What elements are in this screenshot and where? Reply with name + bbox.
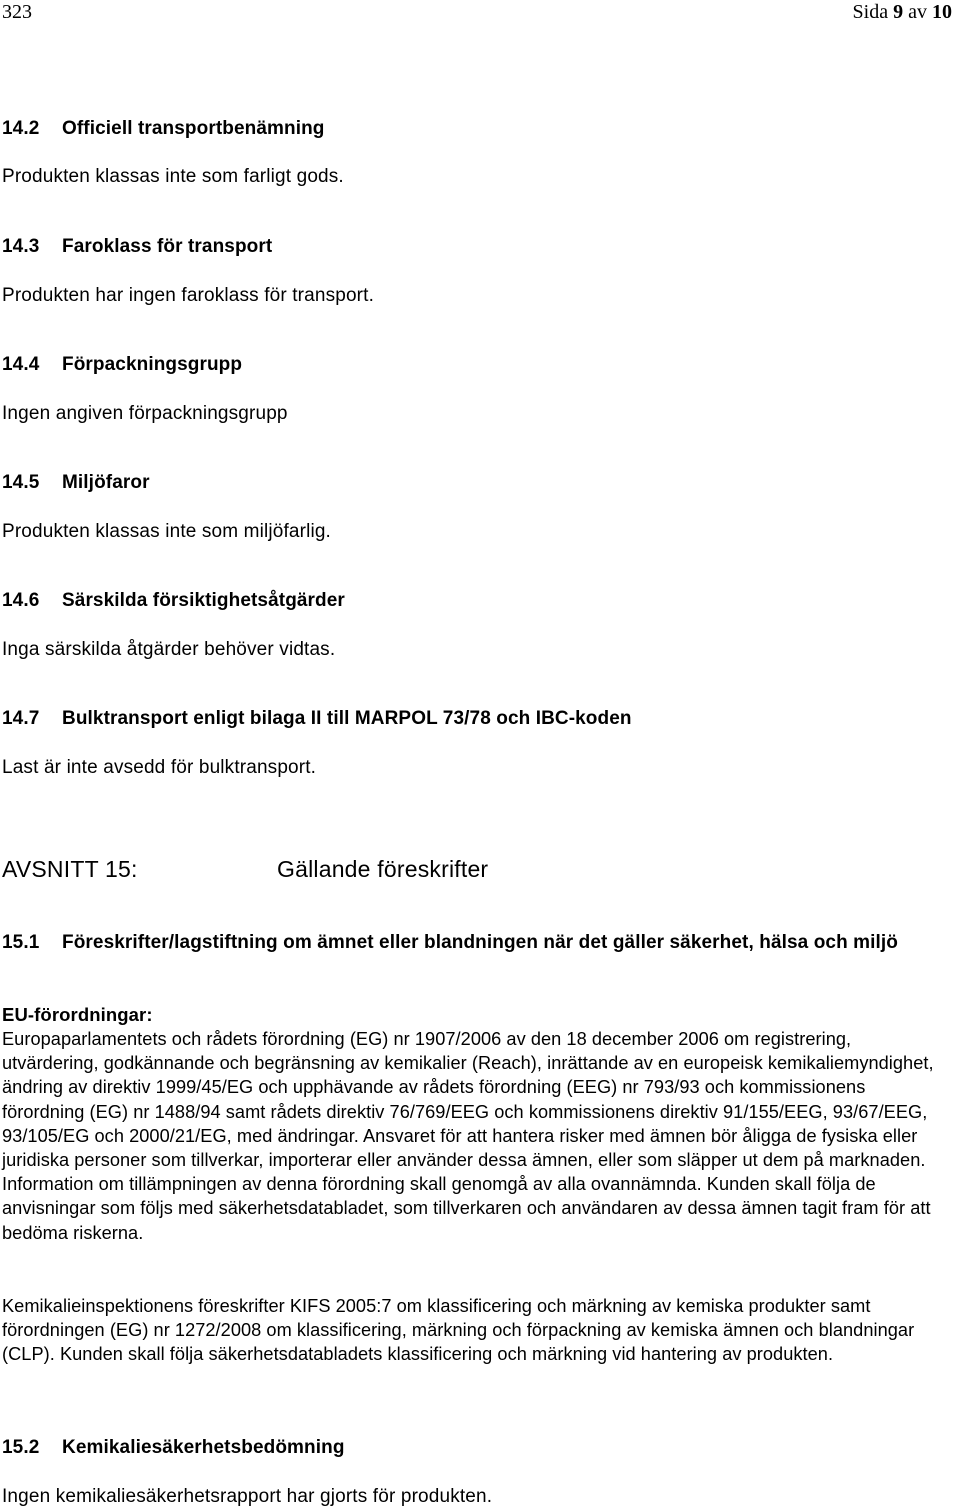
avsnitt-label: AVSNITT 15: — [2, 856, 138, 882]
section-title: Förpackningsgrupp — [62, 354, 243, 375]
section-number: 14.3 — [2, 236, 40, 257]
section-heading-14-2 — [2, 118, 325, 140]
section-number: 15.2 — [2, 1437, 40, 1458]
section-heading-15-1 — [2, 930, 942, 955]
section-number: 14.6 — [2, 590, 40, 611]
page-indicator — [853, 1, 952, 24]
section-number: 15.1 — [2, 932, 40, 953]
avsnitt-title: Gällande föreskrifter — [277, 856, 489, 882]
section-number: 14.2 — [2, 118, 40, 139]
section-title: Faroklass för transport — [62, 236, 273, 257]
section-title: Kemikaliesäkerhetsbedömning — [62, 1437, 345, 1458]
eu-regulations-heading: EU-förordningar: — [2, 1004, 153, 1025]
page-label: Sida — [852, 1, 889, 23]
section-text-14-7: Last är inte avsedd för bulktransport. — [2, 757, 317, 778]
page-current: 9 — [893, 1, 904, 23]
section-text-14-5: Produkten klassas inte som miljöfarlig. — [2, 521, 331, 542]
eu-regulations-paragraph: Europaparlamentets och rådets förordning (EG) nr 1907/2006 av den 18 december 2006 om registrering, utvärdering, godkännande och begränsning av kemikalier (Reach), inrättande av en europeisk kemikaliemyndighet, ändring av direktiv 1999/45/EG och upphävande av rådets förordning (EEG) nr 793/93 och kommissionens förordning (EG) nr 1488/94 samt rådets direktiv 76/769/EEG och kommissionens direktiv 91/155/EEG, 93/67/EEG, 93/105/EG och 2000/21/EG, med ändringar. Ansvaret för att hantera risker med ämnen bör åligga de fysiska eller juridiska personer som tillverkar, importerar eller använder dessa ämnen, eller som släpper ut dem på marknaden. Information om tillämpningen av denna förordning skall genomgå av alla ovannämnda. Kunden skall följa de anvisningar som följs med säkerhetsdatabladet, som tillverkaren och användaren av dessa ämnen tagit fram för att bedöma riskerna. — [2, 1029, 934, 1243]
section-number: 14.7 — [2, 708, 40, 729]
section-text-14-6: Inga särskilda åtgärder behöver vidtas. — [2, 639, 336, 660]
section-title: Bulktransport enligt bilaga II till MARPOL 73/78 och IBC-koden — [62, 708, 632, 729]
section-title: Officiell transportbenämning — [62, 118, 325, 139]
section-title: Särskilda försiktighetsåtgärder — [62, 590, 345, 611]
kifs-paragraph: Kemikalieinspektionens föreskrifter KIFS 2005:7 om klassificering och märkning av kemiska produkter samt förordningen (EG) nr 1272/2008 om klassificering, märkning och förpackning av kemiska ämnen och blandningar (CLP). Kunden skall följa säkerhetsdatabladets klassificering och märkning vid hantering av produkten. — [2, 1296, 915, 1365]
section-heading-14-7 — [2, 708, 632, 730]
section-heading-14-6 — [2, 590, 345, 612]
page-of: av — [908, 1, 927, 23]
section-number: 14.5 — [2, 472, 40, 493]
section-title: Föreskrifter/lagstiftning om ämnet eller blandningen när det gäller säkerhet, hälsa och miljö — [62, 932, 898, 953]
section-heading-14-4 — [2, 354, 242, 376]
section-title: Miljöfaror — [62, 472, 150, 493]
section-text-15-2: Ingen kemikaliesäkerhetsrapport har gjorts för produkten. — [2, 1486, 493, 1507]
section-text-14-3: Produkten har ingen faroklass för transport. — [2, 285, 375, 306]
section-text-14-4: Ingen angiven förpackningsgrupp — [2, 403, 288, 424]
section-heading-15-2 — [2, 1437, 345, 1459]
page-total: 10 — [932, 1, 952, 23]
document-number: 323 — [2, 1, 32, 23]
section-heading-14-5 — [2, 472, 150, 494]
section-number: 14.4 — [2, 354, 40, 375]
section-text-14-2: Produkten klassas inte som farligt gods. — [2, 166, 344, 187]
section-heading-14-3 — [2, 236, 272, 258]
